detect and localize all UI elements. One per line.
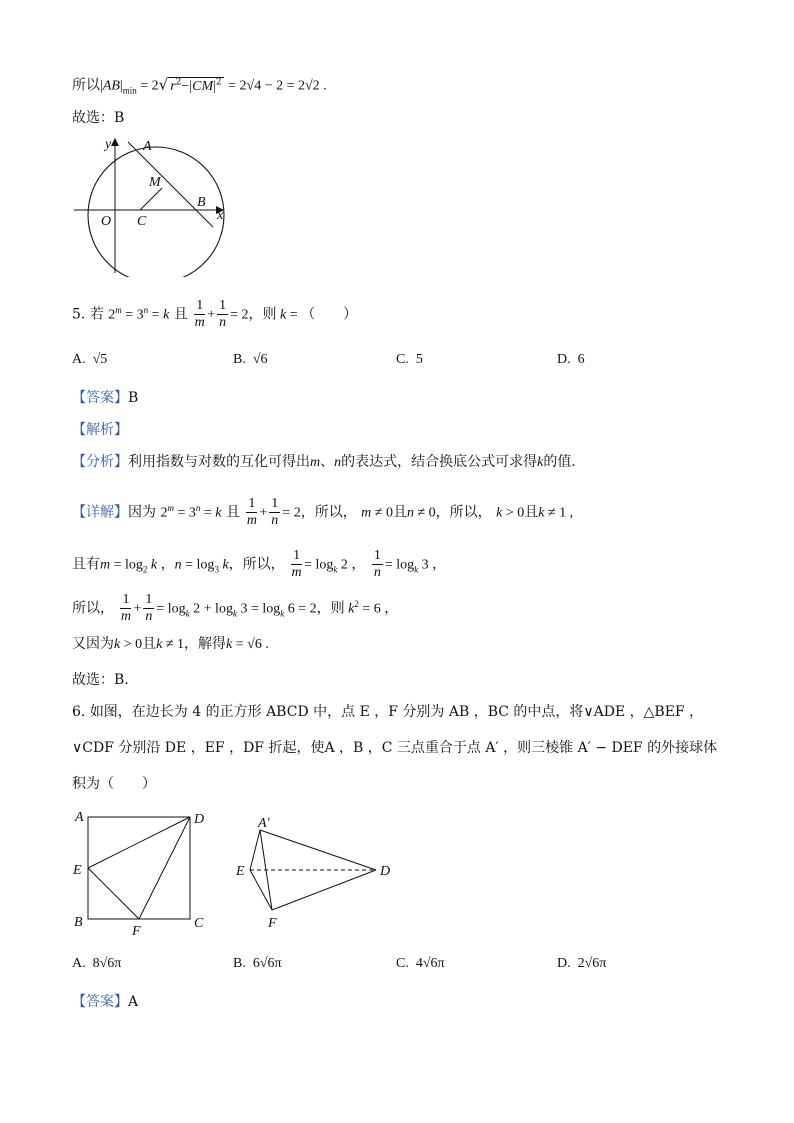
fig2-E-label: E: [73, 863, 82, 878]
q5-qie: 且: [173, 306, 188, 323]
fig2-C-label: C: [194, 916, 204, 931]
q5-answer: 【答案】B: [72, 390, 139, 406]
q6-option-d: D. 2√6π: [557, 956, 607, 971]
fig3-D-label: D: [380, 864, 391, 879]
q6-option-c: C. 4√6π: [396, 956, 445, 971]
tetrahedron-figure: [230, 810, 400, 935]
q6-stem-line1: 6. 如图，在边长为 4 的正方形 ABCD 中，点 E ，F 分别为 AB ，BC 的中点，将∨ADE ，△BEF ，: [72, 704, 704, 720]
q6-option-a: A. 8√6π: [72, 956, 122, 971]
fig1-C-label: C: [137, 214, 147, 229]
q5-guxuan: 故选：B.: [72, 672, 129, 688]
fig3-A1-label: A′: [258, 816, 270, 831]
q5-paren: （ ）: [301, 306, 358, 323]
q5-stem: 5. 若 $2^m = 3^n = k$ 且 $\frac{1}{m}$ + $\frac{1}{n}$ = 2，则 k = （ ）: [72, 298, 358, 330]
fig1-B-label: B: [197, 195, 206, 210]
q5-xiangjie: 【详解】因为 $2^m = 3^n = k$ 且 $\frac{1}{m}$ + $\frac{1}{n}$ = 2，所以， m ≠ 0且n ≠ 0，所以， k > 0且k ≠ 1 ,: [72, 496, 574, 528]
ab-min-tail: = 2√4 − 2 = 2√2 .: [228, 78, 327, 94]
circle-figure: [70, 132, 240, 277]
q5-step2: 且有$m = \log_2 k$ ，$n = \log_3 k$，所以， $\frac{1}{m}$ = $\log_k 2$ ， $\frac{1}{n}$ = $\log_k 3$ ，: [72, 548, 447, 580]
q5-ze: ，则: [248, 306, 277, 323]
q5-option-d: D. 6: [557, 352, 585, 367]
q5-step3: 所以， $\frac{1}{m}$ + $\frac{1}{n}$ = $\log_k 2 + \log_k 3 = \log_k 6 = 2$，则 $k^2 = 6$ ，: [72, 592, 399, 624]
q6-stem-line3: 积为（ ）: [72, 776, 156, 792]
fig1-O-label: O: [101, 214, 112, 229]
square-figure: [70, 805, 215, 940]
fig1-M-label: M: [149, 175, 161, 190]
fig1-x-label: x: [217, 208, 224, 223]
fig2-F-label: F: [132, 924, 141, 939]
text-prefix: 所以: [72, 77, 100, 94]
fig3-E-label: E: [236, 864, 245, 879]
q5-option-c: C. 5: [396, 352, 423, 367]
ab-min-line: 所以$|AB|_{min} = 2√$ $r^2-|CM|^2 = 2√4 - 2 = 2√2$ .: [72, 75, 327, 96]
q6-option-b: B. 6√6π: [233, 956, 282, 971]
q5-fenxi: 【分析】利用指数与对数的互化可得出m、n的表达式，结合换底公式可求得k的值.: [72, 454, 576, 470]
q5-number: 5.: [72, 306, 86, 323]
fig3-F-label: F: [268, 916, 277, 931]
fig2-B-label: B: [74, 915, 83, 930]
q5-ruo: 若: [89, 306, 104, 323]
q5-jiexi: 【解析】: [72, 422, 128, 438]
q5-step4: 又因为k > 0且k ≠ 1，解得k = √6 .: [72, 636, 269, 652]
fig2-D-label: D: [194, 812, 205, 827]
fig2-A-label: A: [75, 810, 84, 825]
fig1-A-label: A: [143, 139, 152, 154]
q6-stem-line2: ∨CDF 分别沿 DE ，EF ，DF 折起，使A ，B ，C 三点重合于点 A′ ，则三棱锥 A′ − DEF 的外接球体: [72, 740, 718, 756]
fig1-y-label: y: [105, 137, 112, 152]
q5-option-b: B. √6: [233, 352, 268, 367]
q6-answer: 【答案】A: [72, 994, 139, 1010]
answer-choice-1: 故选：B: [72, 110, 125, 126]
q5-option-a: A. √5: [72, 352, 108, 367]
